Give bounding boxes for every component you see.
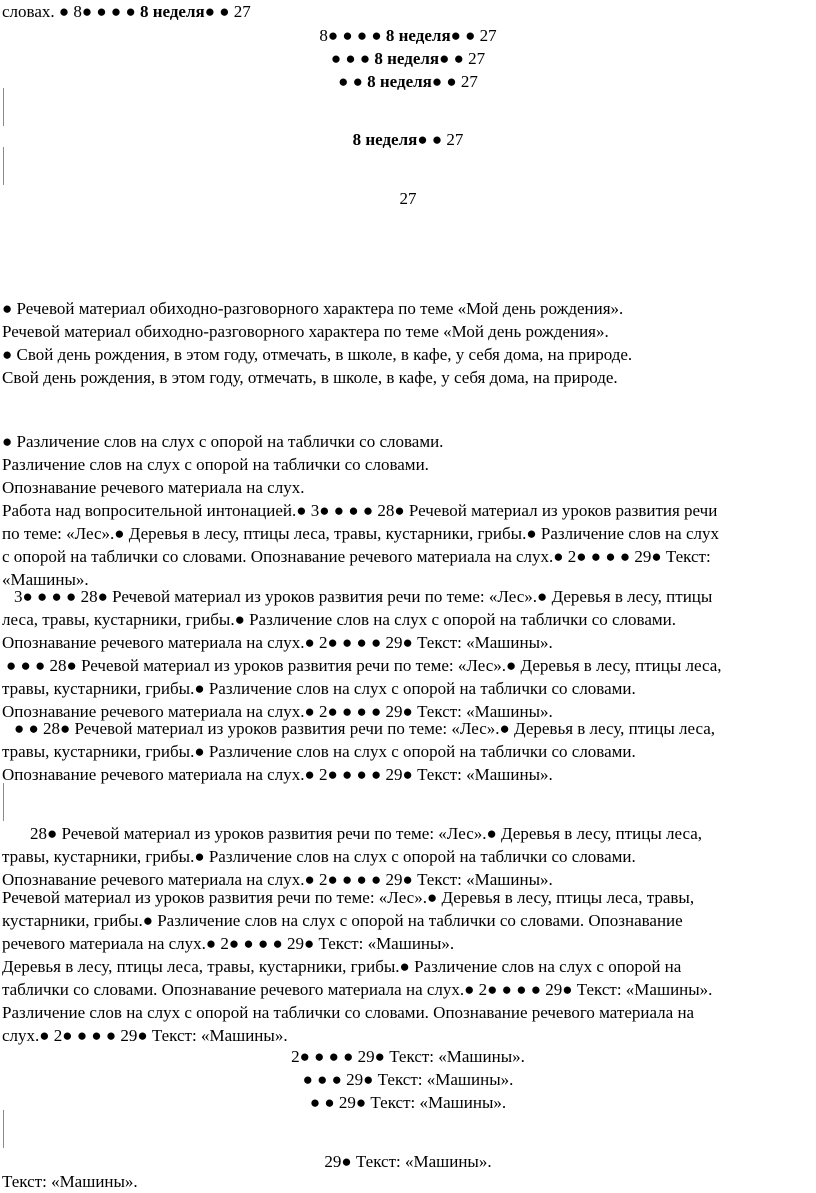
text-segment: ● ● ● 28● Речевой материал из уроков развития речи по теме: «Лес».● Деревья в лесу, птицы леса,: [6, 656, 722, 675]
text-segment: ● Речевой материал обиходно-разговорного характера по теме «Мой день рождения».: [2, 299, 624, 318]
week-heading: 8 неделя: [367, 72, 432, 91]
text-line: [0, 1045, 816, 1068]
text-segment: ● ● 27: [450, 26, 497, 45]
text-segment: речевого материала на слух.● 2● ● ● ● 29● Текст: «Машины».: [2, 934, 455, 953]
text-segment: леса, травы, кустарники, грибы.● Различение слов на слух с опорой на таблички со словами.: [2, 610, 677, 629]
text-line: [2, 453, 816, 476]
text-line: [30, 822, 816, 845]
text-segment: Речевой материал обиходно-разговорного характера по теме «Мой день рождения».: [2, 322, 609, 341]
text-line: [2, 522, 816, 545]
text-segment: ● ● ●: [330, 49, 375, 68]
margin-bar: [3, 88, 4, 126]
text-line: [2, 320, 816, 343]
text-segment: 3● ● ● ● 28● Речевой материал из уроков развития речи по теме: «Лес».● Деревья в лесу, птицы: [14, 587, 713, 606]
text-segment: ● ● 27: [431, 72, 478, 91]
text-line: [2, 763, 816, 786]
text-line: [2, 366, 816, 389]
text-segment: Текст: «Машины».: [2, 1172, 138, 1191]
text-segment: Опознавание речевого материала на слух.● 2● ● ● ● 29● Текст: «Машины».: [2, 633, 553, 652]
text-segment: ● ● 27: [204, 2, 251, 21]
text-line: [2, 608, 816, 631]
text-segment: кустарники, грибы.● Различение слов на слух с опорой на таблички со словами. Опознавание: [2, 911, 683, 930]
week-heading: 8 неделя: [374, 49, 440, 68]
text-segment: Свой день рождения, в этом году, отмечать, в школе, в кафе, у себя дома, на природе.: [2, 368, 618, 387]
text-line: [2, 430, 816, 453]
text-segment: ● ● ● 29● Текст: «Машины».: [302, 1070, 514, 1089]
text-segment: ● ● 28● Речевой материал из уроков развития речи по теме: «Лес».● Деревья в лесу, птицы леса,: [14, 719, 716, 738]
text-segment: 2● ● ● ● 29● Текст: «Машины».: [291, 1047, 525, 1066]
text-line: [2, 740, 816, 763]
text-segment: Опознавание речевого материала на слух.● 2● ● ● ● 29● Текст: «Машины».: [2, 870, 553, 889]
text-segment: ● Свой день рождения, в этом году, отмечать, в школе, в кафе, у себя дома, на природе.: [2, 345, 633, 364]
text-line: [2, 476, 816, 499]
text-segment: Опознавание речевого материала на слух.● 2● ● ● ● 29● Текст: «Машины».: [2, 702, 553, 721]
text-line: [2, 978, 816, 1001]
text-segment: словах. ● 8● ● ● ●: [2, 2, 140, 21]
margin-bar: [3, 1110, 4, 1148]
week-heading: 8 неделя: [352, 130, 418, 149]
text-line: [2, 0, 816, 23]
text-segment: Различение слов на слух с опорой на таблички со словами.: [2, 455, 429, 474]
text-line: [14, 717, 816, 740]
text-line: [2, 297, 816, 320]
text-segment: ● Различение слов на слух с опорой на таблички со словами.: [2, 432, 444, 451]
text-segment: таблички со словами. Опознавание речевого материала на слух.● 2● ● ● ● 29● Текст: «Машины».: [2, 980, 713, 999]
text-segment: травы, кустарники, грибы.● Различение слов на слух с опорой на таблички со словами.: [2, 742, 636, 761]
text-segment: травы, кустарники, грибы.● Различение слов на слух с опорой на таблички со словами.: [2, 847, 636, 866]
week-heading: 8 неделя: [139, 2, 205, 21]
text-segment: ● ● 29● Текст: «Машины».: [309, 1093, 507, 1112]
text-line: [2, 955, 816, 978]
text-segment: слух.● 2● ● ● ● 29● Текст: «Машины».: [2, 1026, 288, 1045]
text-line: [6, 654, 816, 677]
text-line: [2, 631, 816, 654]
text-segment: Различение слов на слух с опорой на таблички со словами. Опознавание речевого материала на: [2, 1003, 695, 1022]
text-line: [2, 1001, 816, 1024]
text-segment: 8● ● ● ●: [319, 26, 386, 45]
text-segment: Работа над вопросительной интонацией.● 3● ● ● ● 28● Речевой материал из уроков развития речи: [2, 501, 718, 520]
text-line: [0, 1091, 816, 1114]
text-segment: Деревья в лесу, птицы леса, травы, кустарники, грибы.● Различение слов на слух с опорой на: [2, 957, 682, 976]
text-line: [2, 932, 816, 955]
text-line: [0, 47, 816, 70]
text-segment: с опорой на таблички со словами. Опознавание речевого материала на слух.● 2● ● ● ● 29● Текст:: [2, 547, 711, 566]
text-line: [14, 585, 816, 608]
margin-bar: [3, 147, 4, 185]
text-line: [0, 24, 816, 47]
text-segment: по теме: «Лес».● Деревья в лесу, птицы леса, травы, кустарники, грибы.● Различение слов на слух: [2, 524, 719, 543]
text-segment: 29● Текст: «Машины».: [324, 1152, 492, 1171]
text-segment: «Машины».: [2, 570, 89, 589]
text-segment: травы, кустарники, грибы.● Различение слов на слух с опорой на таблички со словами.: [2, 679, 636, 698]
text-line: [2, 677, 816, 700]
margin-bar: [3, 783, 4, 821]
text-line: [0, 1068, 816, 1091]
text-segment: Опознавание речевого материала на слух.: [2, 478, 305, 497]
text-segment: 27: [399, 189, 417, 208]
text-line: [2, 343, 816, 366]
text-line: [2, 886, 816, 909]
text-segment: Опознавание речевого материала на слух.● 2● ● ● ● 29● Текст: «Машины».: [2, 765, 553, 784]
text-line: [0, 187, 816, 210]
text-line: [0, 70, 816, 93]
text-segment: ● ● 27: [439, 49, 486, 68]
text-line: [2, 909, 816, 932]
text-segment: ● ● 27: [417, 130, 464, 149]
text-segment: Речевой материал из уроков развития речи по теме: «Лес».● Деревья в лесу, птицы леса, травы,: [2, 888, 695, 907]
text-line: [2, 545, 816, 568]
text-line: [0, 128, 816, 151]
text-line: [2, 845, 816, 868]
text-line: [2, 1024, 816, 1047]
text-segment: 28● Речевой материал из уроков развития речи по теме: «Лес».● Деревья в лесу, птицы леса,: [30, 824, 702, 843]
text-segment: ● ●: [338, 72, 368, 91]
text-line: [2, 1170, 816, 1193]
week-heading: 8 неделя: [385, 26, 451, 45]
text-line: [2, 499, 816, 522]
